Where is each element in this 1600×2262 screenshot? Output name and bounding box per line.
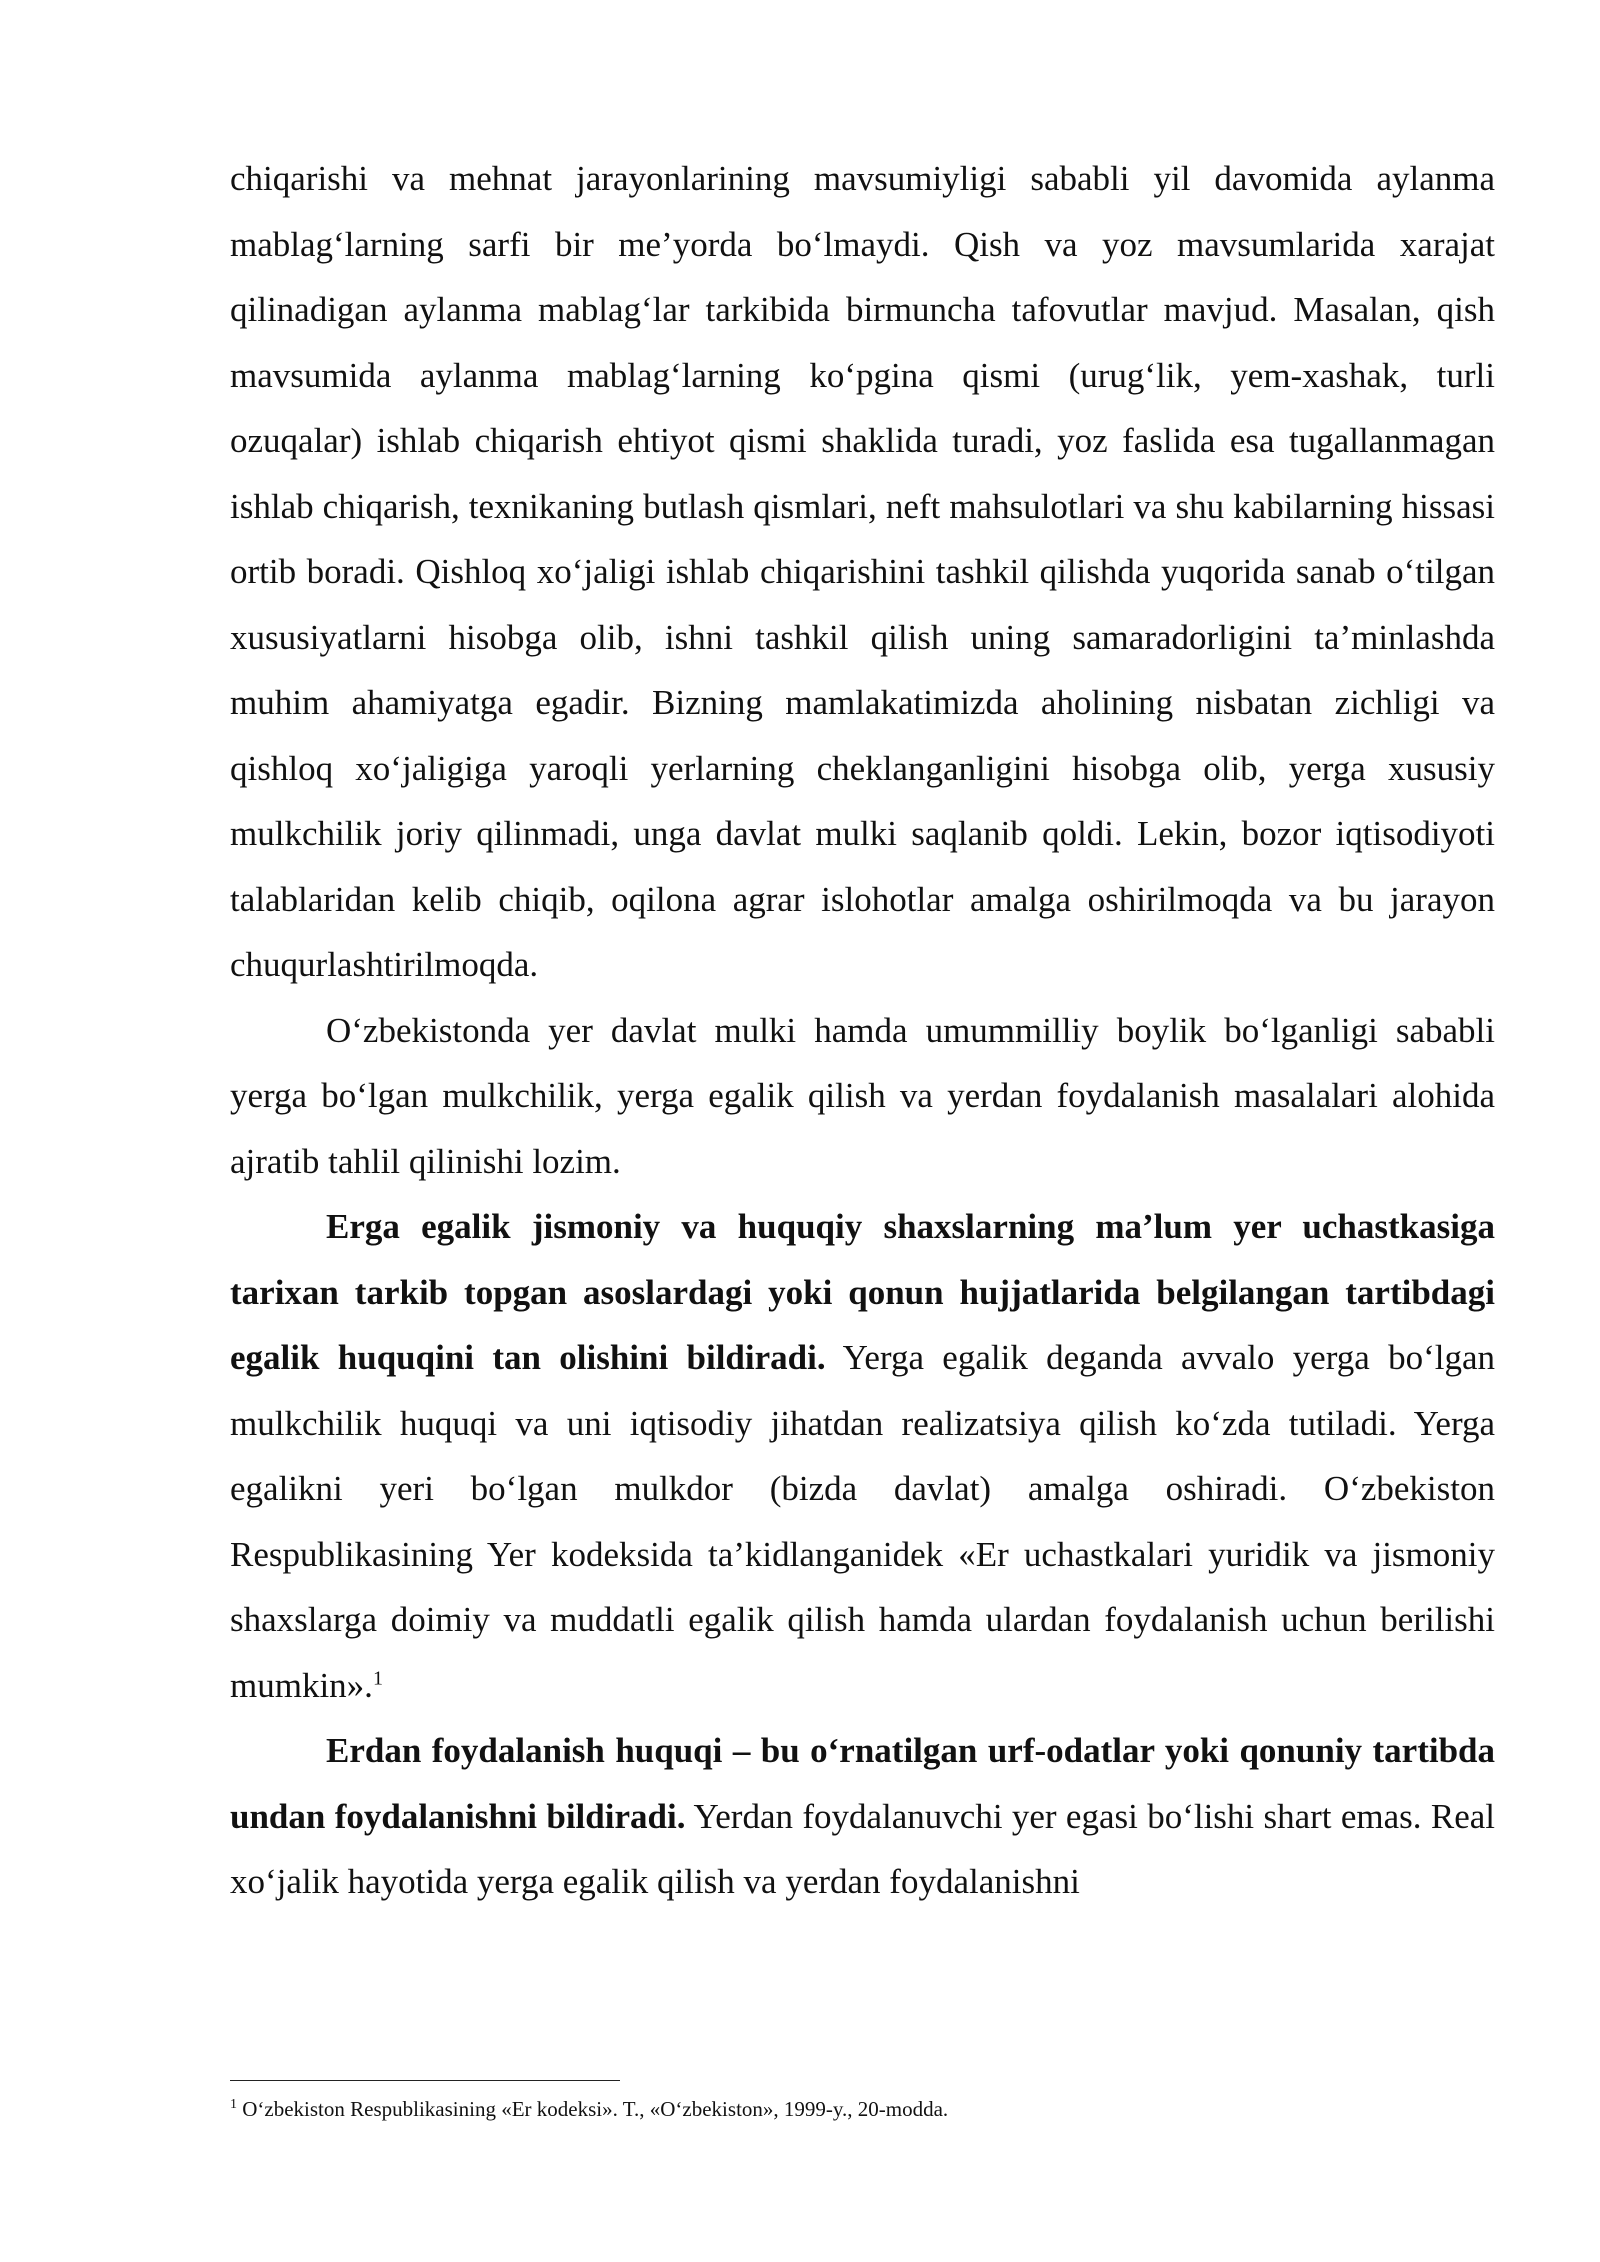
footnote-number: 1 — [230, 2097, 237, 2112]
paragraph-3 — [230, 1194, 1495, 1718]
footnote-reference[interactable]: 1 — [372, 1666, 383, 1689]
paragraph-3-text: Yerga egalik deganda avvalo yerga bo‘lgan mulkchilik huquqi va uni iqtisodiy jihatdan realizatsiya qilish ko‘zda tutiladi. Yerga egalikni yeri bo‘lgan mulkdor (bizda davlat) amalga oshiradi. O‘zbekiston Respublikasining Yer kodeksida ta’kidlanganidek «Er uchastkalari yuridik va jismoniy shaxslarga doimiy va muddatli egalik qilish hamda ulardan foydalanish uchun berilishi mumkin». — [230, 1338, 1495, 1705]
document-body — [230, 146, 1495, 1915]
land-use-definition: Erdan foydalanish huquqi – bu o‘rnatilgan urf-odatlar yoki qonuniy tartibda undan foydalanishni bildiradi. — [230, 1731, 1495, 1836]
footnote — [230, 2094, 1495, 2124]
paragraph-4 — [230, 1718, 1495, 1915]
paragraph-1: chiqarishi va mehnat jarayonlarining mavsumiyligi sababli yil davomida aylanma mablag‘larning sarfi bir me’yorda bo‘lmaydi. Qish va yoz mavsumlarida xarajat qilinadigan aylanma mablag‘lar tarkibida birmuncha tafovutlar mavjud. Masalan, qish mavsumida aylanma mablag‘larning ko‘pgina qismi (urug‘lik, yem-xashak, turli ozuqalar) ishlab chiqarish ehtiyot qismi shaklida turadi, yoz faslida esa tugallanmagan ishlab chiqarish, texnikaning butlash qismlari, neft mahsulotlari va shu kabilarning hissasi ortib boradi. Qishloq xo‘jaligi ishlab chiqarishini tashkil qilishda yuqorida sanab o‘tilgan xususiyatlarni hisobga olib, ishni tashkil qilish uning samaradorligini ta’minlashda muhim ahamiyatga egadir. Bizning mamlakatimizda aholining nisbatan zichligi va qishloq xo‘jaligiga yaroqli yerlarning cheklanganligini hisobga olib, yerga xususiy mulkchilik joriy qilinmadi, unga davlat mulki saqlanib qoldi. Lekin, bozor iqtisodiyoti talablaridan kelib chiqib, oqilona agrar islohotlar amalga oshirilmoqda va bu jarayon chuqurlashtirilmoqda. — [230, 159, 1495, 984]
paragraph-2: O‘zbekistonda yer davlat mulki hamda umummilliy boylik bo‘lganligi sababli yerga bo‘lgan mulkchilik, yerga egalik qilish va yerdan foydalanish masalalari alohida ajratib tahlil qilinishi lozim. — [230, 1010, 1495, 1181]
footnote-text: O‘zbekiston Respublikasining «Er kodeksi». T., «O‘zbekiston», 1999-y., 20-modda. — [237, 2097, 949, 2121]
land-ownership-definition: Erga egalik jismoniy va huquqiy shaxslarning ma’lum yer uchastkasiga tarixan tarkib topgan asoslardagi yoki qonun hujjatlarida belgilangan tartibdagi egalik huquqini tan olishini bildiradi. — [230, 1207, 1495, 1377]
paragraph-4-text: Yerdan foydalanuvchi yer egasi bo‘lishi shart emas. Real xo‘jalik hayotida yerga egalik qilish va yerdan foydalanishni — [230, 1796, 1496, 1901]
footnote-divider — [230, 2080, 620, 2081]
